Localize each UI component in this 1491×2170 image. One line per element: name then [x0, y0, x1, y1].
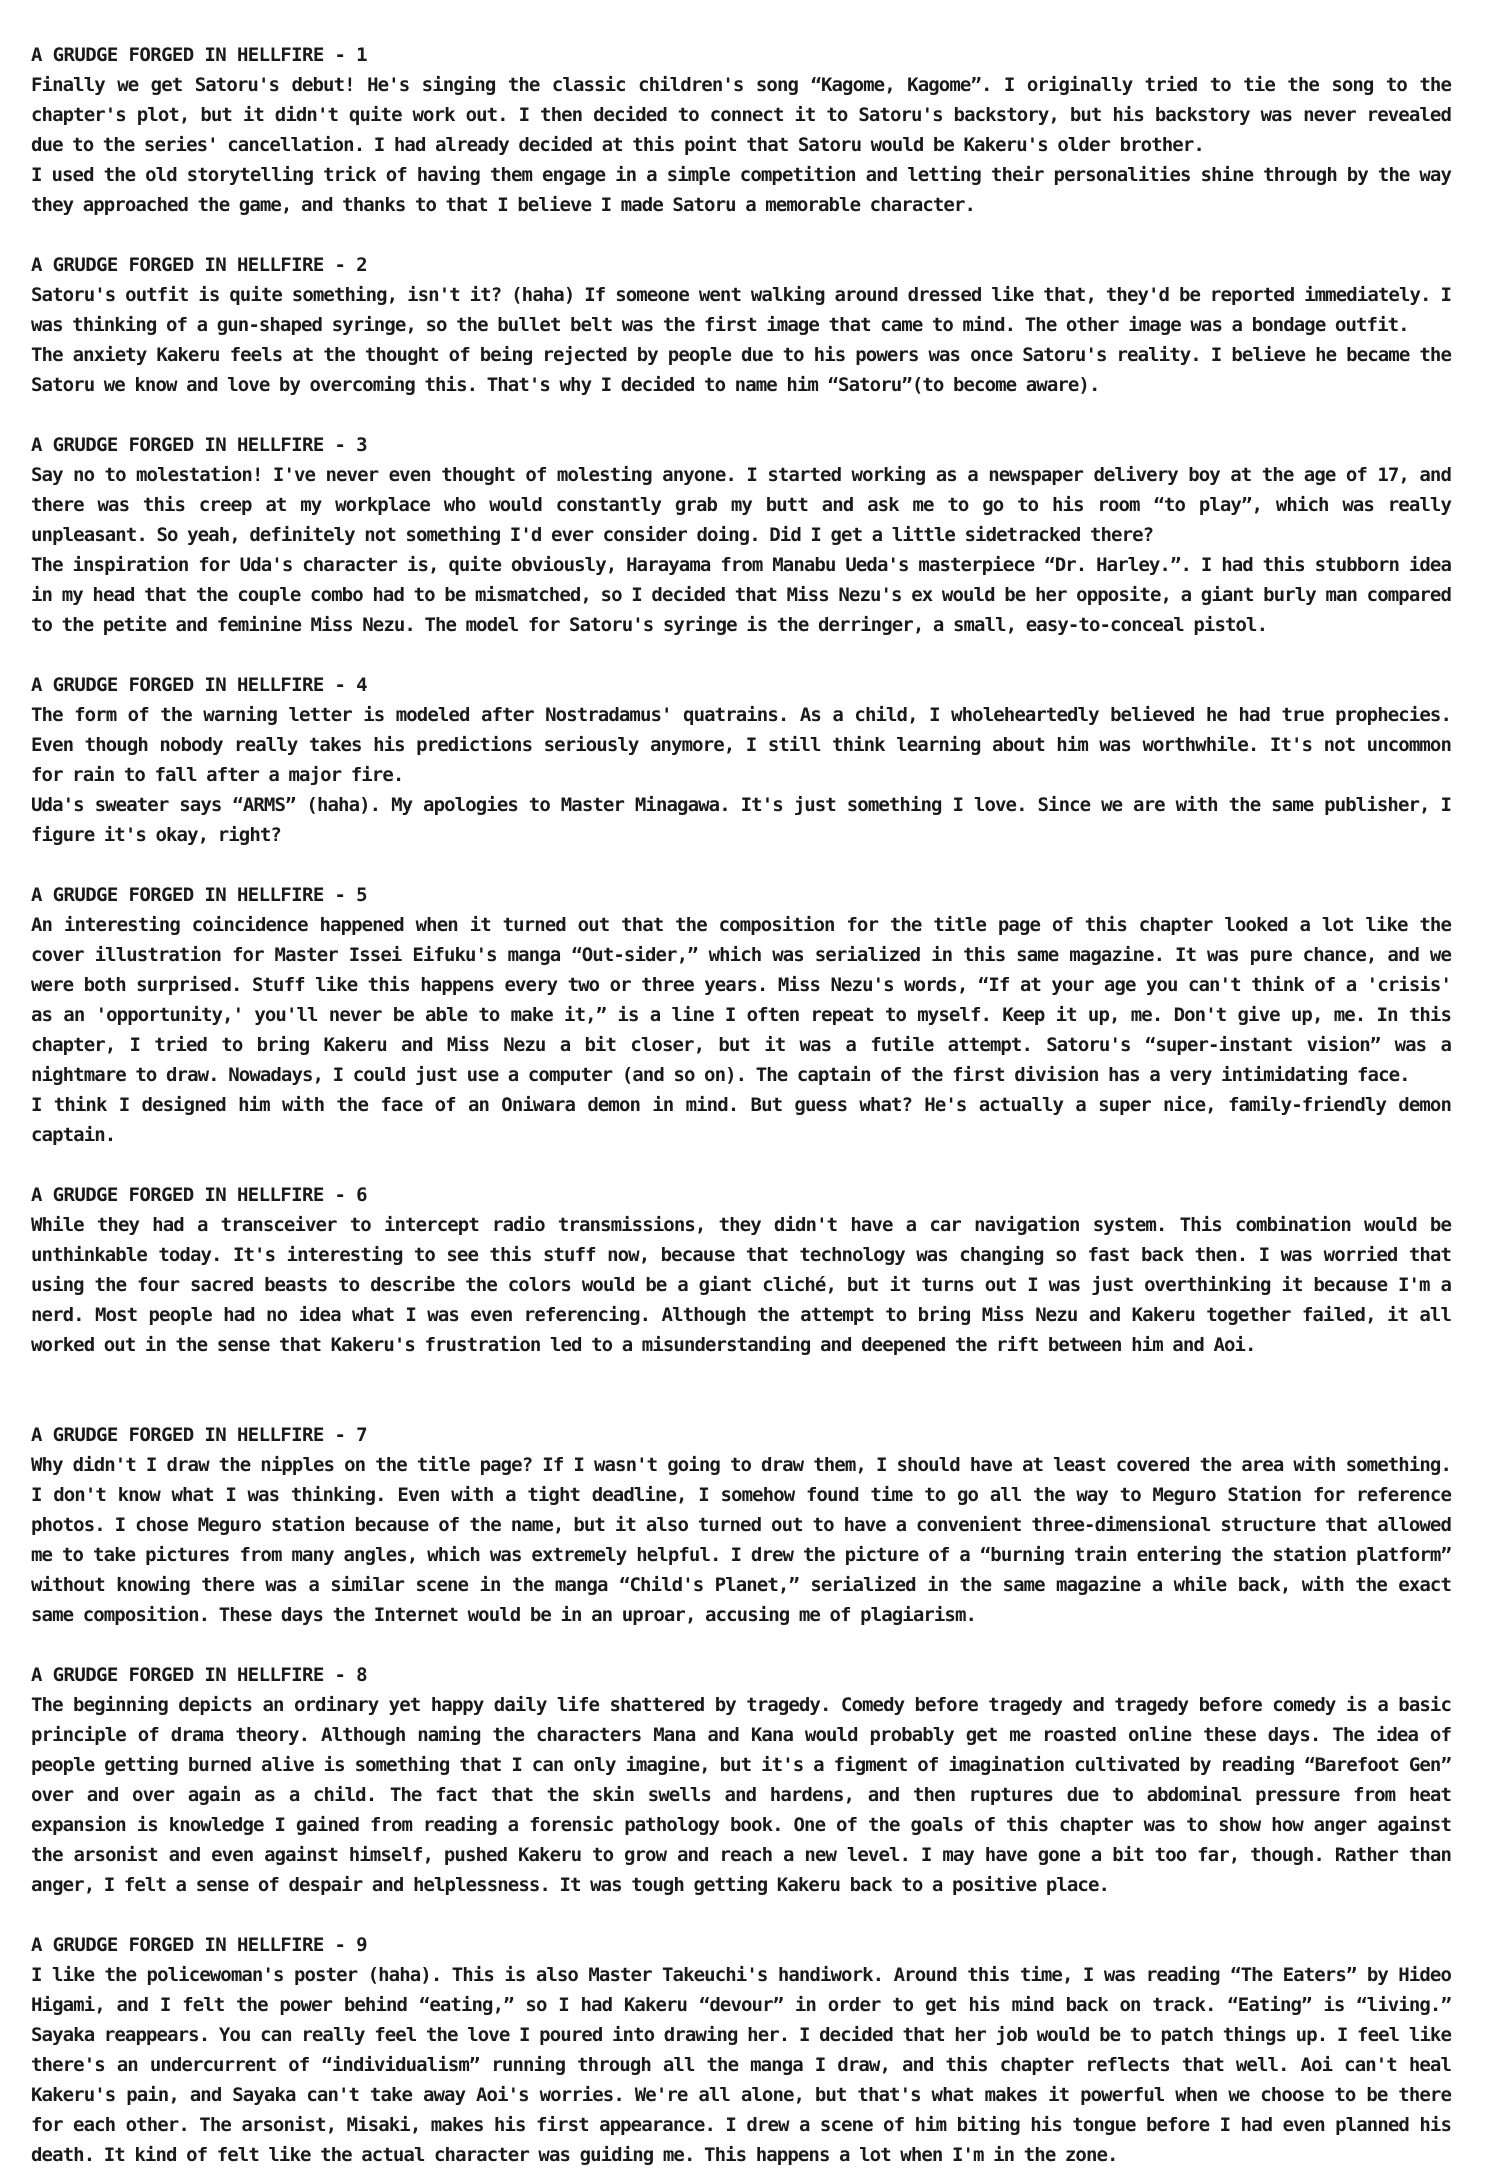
section-heading: A GRUDGE FORGED IN HELLFIRE - 7: [31, 1424, 368, 1446]
section-chapter-8: [31, 1660, 1451, 1900]
section-heading: A GRUDGE FORGED IN HELLFIRE - 2: [31, 254, 368, 276]
section-chapter-9: [31, 1930, 1451, 2170]
section-paragraph: The beginning depicts an ordinary yet happy daily life shattered by tragedy. Comedy before tragedy and tragedy before comedy is a basic principle of drama theory. Although naming the characters Mana and Kana would probably get me roasted online these days. The idea of people getting burned alive is something that I can only imagine, but it's a figment of imagination cultivated by reading “Barefoot Gen” over and over again as a child. The fact that the skin swells and hardens, and then ruptures due to abdominal pressure from heat expansion is knowledge I gained from reading a forensic pathology book. One of the goals of this chapter was to show how anger against the arsonist and even against himself, pushed Kakeru to grow and reach a new level. I may have gone a bit too far, though. Rather than anger, I felt a sense of despair and helplessness. It was tough getting Kakeru back to a positive place.: [31, 1694, 1451, 1896]
section-chapter-1: [31, 40, 1451, 220]
section-heading: A GRUDGE FORGED IN HELLFIRE - 5: [31, 884, 368, 906]
section-heading: A GRUDGE FORGED IN HELLFIRE - 6: [31, 1184, 368, 1206]
section-heading: A GRUDGE FORGED IN HELLFIRE - 8: [31, 1664, 368, 1686]
section-heading: A GRUDGE FORGED IN HELLFIRE - 1: [31, 44, 368, 66]
section-paragraph: I think I designed him with the face of an Oniwara demon in mind. But guess what? He's actually a super nice, family-friendly demon captain.: [31, 1094, 1451, 1146]
section-chapter-3: [31, 430, 1451, 640]
section-paragraph: Satoru's outfit is quite something, isn't it? (haha) If someone went walking around dressed like that, they'd be reported immediately. I was thinking of a gun-shaped syringe, so the bullet belt was the first image that came to mind. The other image was a bondage outfit.: [31, 284, 1451, 336]
section-paragraph: The form of the warning letter is modeled after Nostradamus' quatrains. As a child, I wholeheartedly believed he had true prophecies. Even though nobody really takes his predictions seriously anymore, I still think learning about him was worthwhile. It's not uncommon for rain to fall after a major fire.: [31, 704, 1451, 786]
section-paragraph: While they had a transceiver to intercept radio transmissions, they didn't have a car navigation system. This combination would be unthinkable today. It's interesting to see this stuff now, because that technology was changing so fast back then. I was worried that using the four sacred beasts to describe the colors would be a giant cliché, but it turns out I was just overthinking it because I'm a nerd. Most people had no idea what I was even referencing. Although the attempt to bring Miss Nezu and Kakeru together failed, it all worked out in the sense that Kakeru's frustration led to a misunderstanding and deepened the rift between him and Aoi.: [31, 1214, 1451, 1356]
section-paragraph: I like the policewoman's poster (haha). This is also Master Takeuchi's handiwork. Around this time, I was reading “The Eaters” by Hideo Higami, and I felt the power behind “eating,” so I had Kakeru “devour” in order to get his mind back on track. “Eating” is “living.” Sayaka reappears. You can really feel the love I poured into drawing her. I decided that her job would be to patch things up. I feel like there's an undercurrent of “individualism” running through all the manga I draw, and this chapter reflects that well. Aoi can't heal Kakeru's pain, and Sayaka can't take away Aoi's worries. We're all alone, but that's what makes it powerful when we choose to be there for each other. The arsonist, Misaki, makes his first appearance. I drew a scene of him biting his tongue before I had even planned his death. It kind of felt like the actual character was guiding me. This happens a lot when I'm in the zone.: [31, 1964, 1451, 2166]
section-paragraph: An interesting coincidence happened when it turned out that the composition for the title page of this chapter looked a lot like the cover illustration for Master Issei Eifuku's manga “Out-sider,” which was serialized in this same magazine. It was pure chance, and we were both surprised. Stuff like this happens every two or three years. Miss Nezu's words, “If at your age you can't think of a 'crisis' as an 'opportunity,' you'll never be able to make it,” is a line I often repeat to myself. Keep it up, me. Don't give up, me. In this chapter, I tried to bring Kakeru and Miss Nezu a bit closer, but it was a futile attempt. Satoru's “super-instant vision” was a nightmare to draw. Nowadays, I could just use a computer (and so on). The captain of the first division has a very intimidating face.: [31, 914, 1451, 1086]
section-heading: A GRUDGE FORGED IN HELLFIRE - 9: [31, 1934, 368, 1956]
section-paragraph: The inspiration for Uda's character is, quite obviously, Harayama from Manabu Ueda's masterpiece “Dr. Harley.”. I had this stubborn idea in my head that the couple combo had to be mismatched, so I decided that Miss Nezu's ex would be her opposite, a giant burly man compared to the petite and feminine Miss Nezu. The model for Satoru's syringe is the derringer, a small, easy-to-conceal pistol.: [31, 554, 1451, 636]
section-paragraph: Why didn't I draw the nipples on the title page? If I wasn't going to draw them, I should have at least covered the area with something. I don't know what I was thinking. Even with a tight deadline, I somehow found time to go all the way to Meguro Station for reference photos. I chose Meguro station because of the name, but it also turned out to have a convenient three-dimensional structure that allowed me to take pictures from many angles, which was extremely helpful. I drew the picture of a “burning train entering the station platform” without knowing there was a similar scene in the manga “Child's Planet,” serialized in the same magazine a while back, with the exact same composition. These days the Internet would be in an uproar, accusing me of plagiarism.: [31, 1454, 1451, 1626]
section-paragraph: Uda's sweater says “ARMS” (haha). My apologies to Master Minagawa. It's just something I love. Since we are with the same publisher, I figure it's okay, right?: [31, 794, 1451, 846]
section-paragraph: Finally we get Satoru's debut! He's singing the classic children's song “Kagome, Kagome”. I originally tried to tie the song to the chapter's plot, but it didn't quite work out. I then decided to connect it to Satoru's backstory, but his backstory was never revealed due to the series' cancellation. I had already decided at this point that Satoru would be Kakeru's older brother.: [31, 74, 1451, 156]
section-paragraph: I used the old storytelling trick of having them engage in a simple competition and letting their personalities shine through by the way they approached the game, and thanks to that I believe I made Satoru a memorable character.: [31, 164, 1451, 216]
section-heading: A GRUDGE FORGED IN HELLFIRE - 3: [31, 434, 368, 456]
section-chapter-6: [31, 1180, 1451, 1360]
section-paragraph: The anxiety Kakeru feels at the thought of being rejected by people due to his powers was once Satoru's reality. I believe he became the Satoru we know and love by overcoming this. That's why I decided to name him “Satoru”(to become aware).: [31, 344, 1451, 396]
section-chapter-7: [31, 1420, 1451, 1630]
section-chapter-4: [31, 670, 1451, 850]
section-chapter-2: [31, 250, 1451, 400]
section-heading: A GRUDGE FORGED IN HELLFIRE - 4: [31, 674, 368, 696]
afterword-page: [31, 40, 1451, 2170]
section-paragraph: Say no to molestation! I've never even thought of molesting anyone. I started working as a newspaper delivery boy at the age of 17, and there was this creep at my workplace who would constantly grab my butt and ask me to go to his room “to play”, which was really unpleasant. So yeah, definitely not something I'd ever consider doing. Did I get a little sidetracked there?: [31, 464, 1451, 546]
section-chapter-5: [31, 880, 1451, 1150]
